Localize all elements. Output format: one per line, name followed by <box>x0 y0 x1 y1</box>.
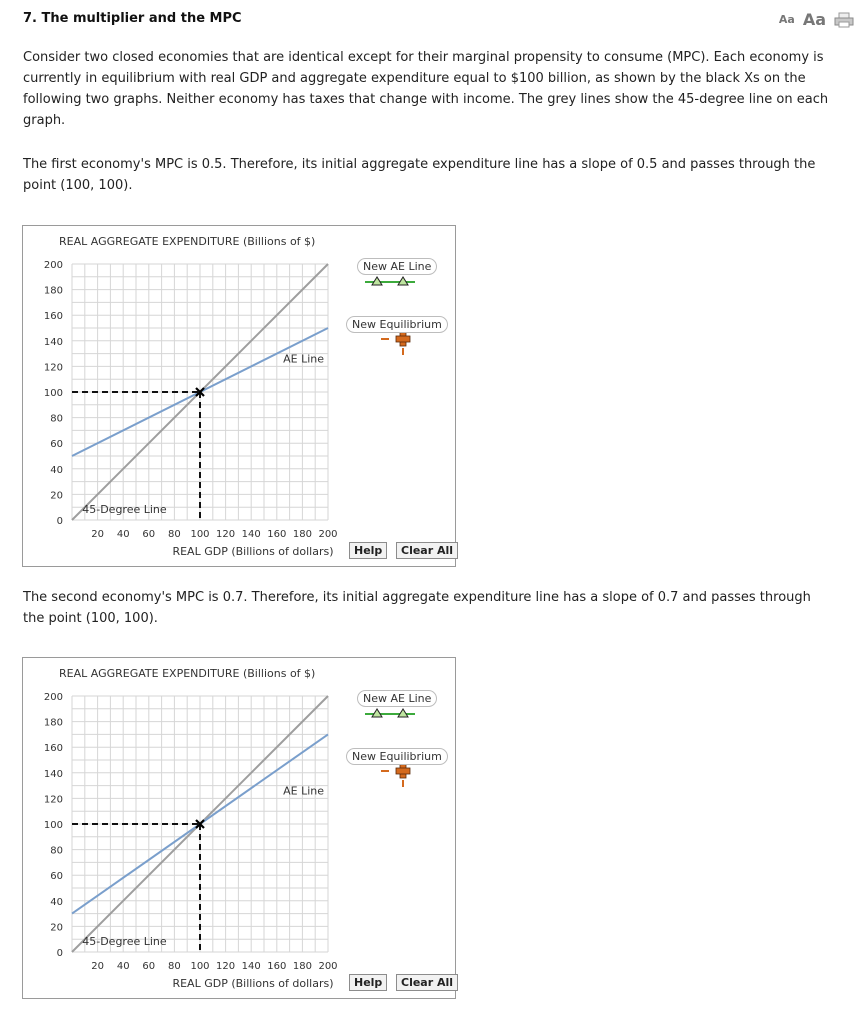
y-tick-label: 140 <box>43 336 63 348</box>
clear-all-button[interactable]: Clear All <box>396 542 458 559</box>
y-tick-label: 180 <box>43 285 63 297</box>
ae-line-label: AE Line <box>283 784 324 798</box>
graph-panel-economy-2 <box>22 657 456 999</box>
graph-panel-economy-1 <box>22 225 456 567</box>
new-equilibrium-icon <box>381 332 410 355</box>
x-tick-label: 120 <box>216 961 236 972</box>
y-tick-label: 60 <box>50 871 63 883</box>
y-tick-label: 60 <box>50 439 63 451</box>
x-tick-label: 200 <box>318 529 338 540</box>
y-tick-label: 100 <box>43 820 63 831</box>
x-axis-label: REAL GDP (Billions of dollars) <box>172 545 334 558</box>
economy-2-paragraph: The second economy's MPC is 0.7. Therefore, its initial aggregate expenditure line has a slope of 0.7 and passes through the point (100, 100). <box>23 590 811 626</box>
y-tick-label: 40 <box>50 896 63 908</box>
x-tick-label: 120 <box>216 529 236 540</box>
y-tick-label: 20 <box>50 922 63 934</box>
y-tick-label: 0 <box>56 516 63 527</box>
economy-1-paragraph: The first economy's MPC is 0.5. Therefore, its initial aggregate expenditure line has a slope of 0.5 and passes through the point (100, 100). <box>23 157 816 193</box>
x-axis-label: REAL GDP (Billions of dollars) <box>172 977 334 990</box>
x-tick-label: 80 <box>168 529 181 540</box>
x-tick-label: 140 <box>241 529 261 540</box>
new-ae-line-tool[interactable]: New AE Line <box>357 258 437 275</box>
font-size-small-button[interactable]: Aa <box>778 13 795 26</box>
new-ae-line-icon <box>365 277 415 285</box>
degree-45-line-label: 45-Degree Line <box>82 502 167 516</box>
new-equilibrium-tool[interactable]: New Equilibrium <box>346 316 448 333</box>
x-tick-label: 140 <box>241 961 261 972</box>
clear-all-button[interactable]: Clear All <box>396 974 458 991</box>
x-tick-label: 80 <box>168 961 181 972</box>
print-icon[interactable] <box>834 12 854 28</box>
degree-45-line-label: 45-Degree Line <box>82 934 167 948</box>
y-tick-label: 180 <box>43 717 63 729</box>
new-ae-line-icon <box>365 709 415 717</box>
help-button[interactable]: Help <box>349 542 387 559</box>
y-tick-label: 40 <box>50 464 63 476</box>
ae-line-label: AE Line <box>283 352 324 366</box>
intro-paragraph: Consider two closed economies that are identical except for their marginal propensity to consume (MPC). Each economy is currently in equilibrium with real GDP and aggregate expenditure equal to $100 billion, as shown by the black Xs on the following two graphs. Neither economy has taxes that change with income. The grey lines show the 45-degree line on each graph. <box>23 50 829 128</box>
x-tick-label: 180 <box>292 961 312 972</box>
y-tick-label: 160 <box>43 743 63 755</box>
ae-chart-economy-1[interactable] <box>23 226 455 566</box>
y-tick-label: 100 <box>43 388 63 399</box>
ae-chart-economy-2[interactable] <box>23 658 455 998</box>
x-tick-label: 100 <box>190 961 210 972</box>
question-title: 7. The multiplier and the MPC <box>23 11 242 26</box>
font-size-large-button[interactable]: Aa <box>802 10 826 29</box>
toolbar <box>779 10 854 29</box>
y-tick-label: 80 <box>50 413 63 425</box>
x-tick-label: 200 <box>318 961 338 972</box>
x-tick-label: 180 <box>292 529 312 540</box>
y-tick-label: 120 <box>43 794 63 806</box>
new-equilibrium-tool[interactable]: New Equilibrium <box>346 748 448 765</box>
x-tick-label: 20 <box>91 961 104 972</box>
y-tick-label: 0 <box>56 948 63 959</box>
new-ae-line-tool[interactable]: New AE Line <box>357 690 437 707</box>
x-tick-label: 40 <box>116 529 130 540</box>
x-tick-label: 20 <box>91 529 104 540</box>
new-equilibrium-icon <box>381 764 410 787</box>
x-tick-label: 160 <box>267 961 287 972</box>
y-axis-label: REAL AGGREGATE EXPENDITURE (Billions of $) <box>59 235 316 248</box>
x-tick-label: 100 <box>190 529 210 540</box>
x-tick-label: 40 <box>116 961 130 972</box>
y-tick-label: 200 <box>43 692 63 703</box>
x-tick-label: 60 <box>142 961 156 972</box>
y-tick-label: 200 <box>43 260 63 271</box>
help-button[interactable]: Help <box>349 974 387 991</box>
y-tick-label: 80 <box>50 845 63 857</box>
y-tick-label: 160 <box>43 311 63 323</box>
x-tick-label: 60 <box>142 529 156 540</box>
y-axis-label: REAL AGGREGATE EXPENDITURE (Billions of $) <box>59 667 316 680</box>
y-tick-label: 20 <box>50 490 63 502</box>
y-tick-label: 120 <box>43 362 63 374</box>
x-tick-label: 160 <box>267 529 287 540</box>
y-tick-label: 140 <box>43 768 63 780</box>
